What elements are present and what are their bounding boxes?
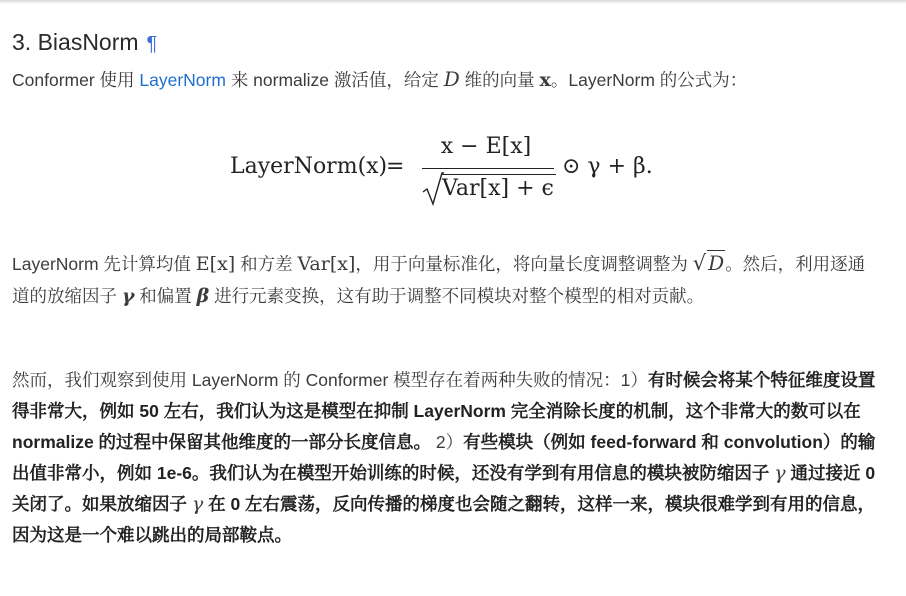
formula-numerator: x − E[x] [440, 134, 532, 159]
math-D: D [443, 67, 460, 91]
math-gamma-1: γ [774, 462, 786, 484]
intro-text-2: 来 normalize 激活值，给定 [225, 70, 444, 90]
sqrt-symbol-icon: √ [692, 251, 707, 275]
top-shadow [0, 0, 906, 4]
math-beta: β [196, 285, 210, 307]
para2-text-4: 。然后，利用逐通道的放缩因子 [12, 254, 866, 306]
formula-fraction [416, 134, 556, 206]
sqrt-D-arg: D [708, 251, 725, 275]
explanation-paragraph [12, 248, 882, 312]
failure-cases-paragraph [12, 365, 882, 551]
anchor-link-icon[interactable]: ¶ [146, 33, 158, 56]
fraction-bar [422, 168, 554, 169]
layernorm-link[interactable]: LayerNorm [139, 70, 226, 90]
failure-case-2a: 有些模块（例如 feed-forward 和 convolution）的输出值非常小，例如 1e-6。我们认为在模型开始训练的时候，还没有学到有用信息的模块被防缩因子 [12, 432, 876, 483]
para2-text-1: LayerNorm 先计算均值 [12, 254, 196, 274]
formula-radicand: Var[x] + ϵ [442, 176, 554, 201]
intro-text-4: 。LayerNorm 的公式为： [550, 70, 748, 90]
para2-text-6: 进行元素变换，这有助于调整不同模块对整个模型的相对贡献。 [209, 286, 705, 306]
para2-text-2: 和方差 [235, 254, 298, 274]
math-variance: Var[x] [297, 253, 356, 275]
math-gamma: γ [121, 285, 135, 307]
intro-text-1: Conformer 使用 [12, 70, 140, 90]
math-x-vector: x [539, 69, 551, 91]
formula-lhs: LayerNorm(x) [230, 154, 388, 179]
formula-rhs: ⊙ γ + β. [562, 154, 653, 179]
sqrt-sign-icon [422, 172, 444, 206]
para3-text-1: 然而，我们观察到使用 LayerNorm 的 Conformer 模型存在着两种失败的情况：1） [12, 370, 648, 390]
para3-text-2: 2） [431, 432, 464, 452]
section-title: 3. BiasNorm [12, 29, 139, 56]
math-sqrt-D [693, 248, 725, 281]
failure-case-2c: 在 0 左右震荡，反向传播的梯度也会随之翻转，这样一来，模块很难学到有用的信息，因为这是一个难以跳出的局部鞍点。 [12, 494, 876, 545]
formula-equals: = [386, 154, 405, 179]
para2-text-5: 和偏置 [134, 286, 197, 306]
failure-case-1: 有时候会将某个特征维度设置得非常大，例如 50 左右，我们认为这是模型在抑制 LayerNorm 完全消除长度的机制，这个非常大的数可以在 normalize 的过程中保留其他维度的一部分长度信息。 [12, 370, 876, 452]
para2-text-3: ，用于向量标准化，将向量长度调整调整为 [355, 254, 693, 274]
intro-paragraph [12, 64, 882, 96]
formula-denominator [422, 172, 556, 206]
section-heading [12, 29, 157, 56]
math-mean: E[x] [195, 253, 236, 275]
math-gamma-2: γ [191, 493, 204, 515]
intro-text-3: 维的向量 [459, 70, 540, 90]
failure-case-2b: 通过接近 0 关闭了。如果放缩因子 [12, 463, 876, 514]
